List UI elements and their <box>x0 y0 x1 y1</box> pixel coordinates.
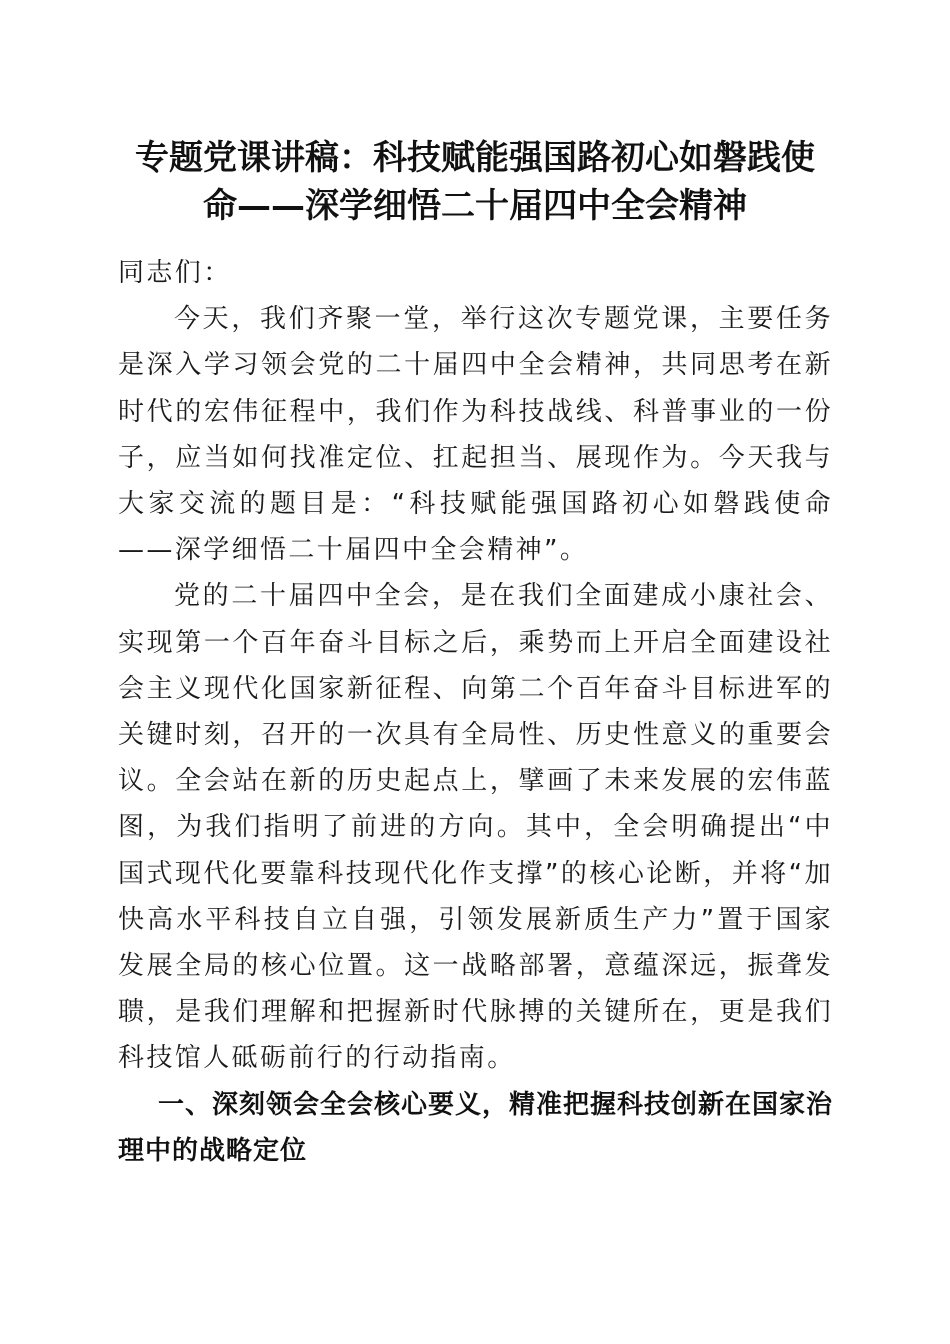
section-heading-1: 一、深刻领会全会核心要义，精准把握科技创新在国家治理中的战略定位 <box>118 1089 834 1166</box>
title-line-1: 专题党课讲稿：科技赋能强国路初心如磐践使 <box>135 138 815 178</box>
salutation: 同志们： <box>118 258 232 288</box>
title-line-2: 命——深学细悟二十届四中全会精神 <box>203 186 747 226</box>
paragraph-intro: 今天，我们齐聚一堂，举行这次专题党课，主要任务是深入学习领会党的二十届四中全会精神，共同思考在新时代的宏伟征程中，我们作为科技战线、科普事业的一份子，应当如何找准定位、扛起担当、展现作为。今天我与大家交流的题目是：“科技赋能强国路初心如磐践使命——深学细悟二十届四中全会精神”。 <box>118 304 833 566</box>
paragraph-plenum: 党的二十届四中全会，是在我们全面建成小康社会、实现第一个百年奋斗目标之后，乘势而上开启全面建设社会主义现代化国家新征程、向第二个百年奋斗目标进军的关键时刻，召开的一次具有全局性、历史性意义的重要会议。全会站在新的历史起点上，擘画了未来发展的宏伟蓝图，为我们指明了前进的方向。其中，全会明确提出“中国式现代化要靠科技现代化作支撑”的核心论断，并将“加快高水平科技自立自强，引领发展新质生产力”置于国家发展全局的核心位置。这一战略部署，意蕴深远，振聋发聩，是我们理解和把握新时代脉搏的关键所在，更是我们科技馆人砥砺前行的行动指南。 <box>118 581 833 1074</box>
document-title <box>110 134 840 230</box>
document-body <box>118 250 833 1174</box>
